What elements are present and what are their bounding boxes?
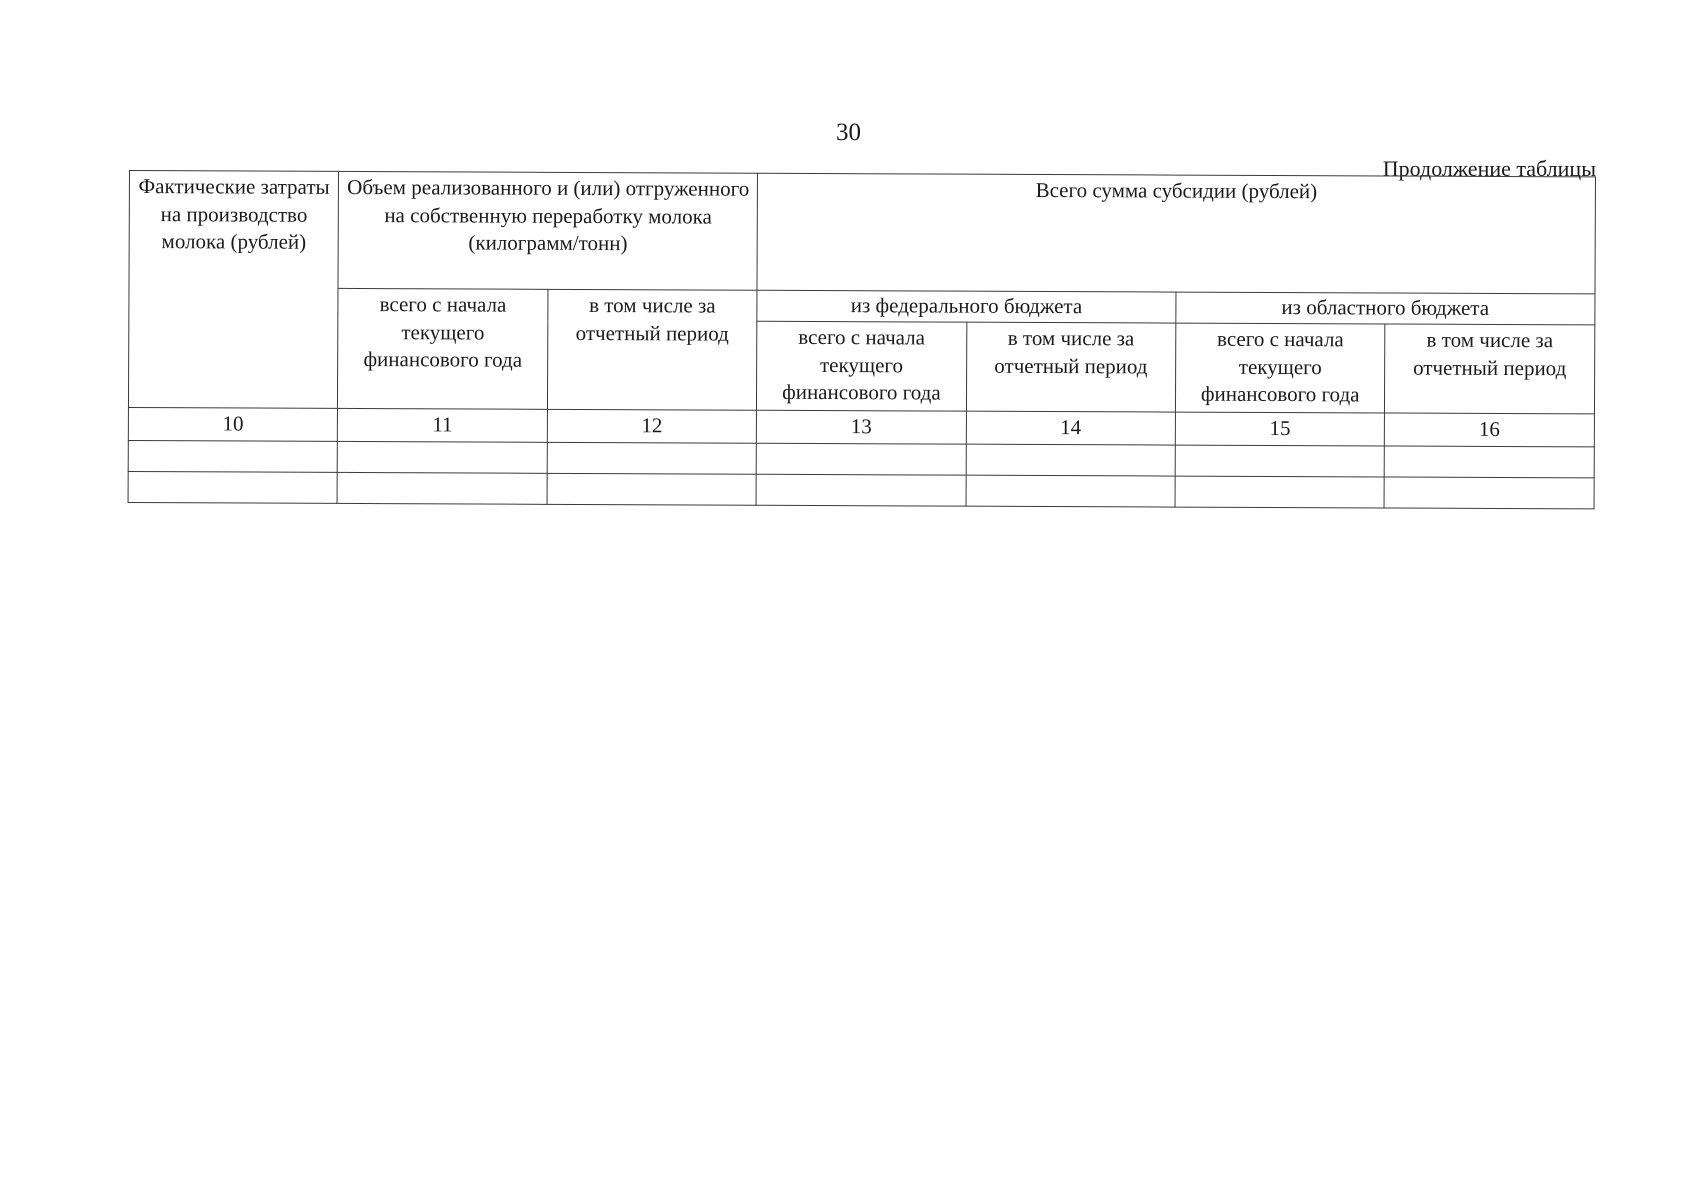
table-cell xyxy=(1175,445,1385,477)
table-cell xyxy=(128,471,338,503)
table-cell xyxy=(1175,476,1385,508)
header-volume-ytd: всего с начала текущего финансового года xyxy=(338,288,548,409)
page-number: 30 xyxy=(836,119,861,146)
table-cell xyxy=(1385,446,1595,478)
header-federal-ytd: всего с начала текущего финансового года xyxy=(757,321,967,411)
table-cell xyxy=(756,443,966,475)
table-cell xyxy=(966,475,1176,507)
header-federal-period: в том числе за отчетный период xyxy=(966,322,1176,412)
subsidy-table xyxy=(128,170,1596,509)
column-number: 13 xyxy=(757,410,967,444)
continuation-label: Продолжение таблицы xyxy=(1382,156,1596,181)
table-cell xyxy=(547,473,757,505)
table-row xyxy=(128,471,1594,508)
table-cell xyxy=(756,474,966,506)
header-total-subsidy: Всего сумма субсидии (рублей) xyxy=(757,173,1595,294)
table-cell xyxy=(337,472,547,504)
column-number: 14 xyxy=(966,411,1176,445)
column-number: 16 xyxy=(1385,413,1595,447)
header-actual-costs: Фактические затраты на производство молока (рублей) xyxy=(128,171,338,409)
header-volume: Объем реализованного и (или) отгруженного на собственную переработку молока (килограмм/тонн) xyxy=(338,171,757,290)
header-regional-period: в том числе за отчетный период xyxy=(1385,324,1595,414)
column-number: 10 xyxy=(128,407,338,441)
table-cell xyxy=(1384,477,1594,509)
table-cell xyxy=(338,441,548,473)
table-cell xyxy=(547,442,757,474)
table-cell xyxy=(128,440,338,472)
table-cell xyxy=(966,444,1176,476)
header-volume-period: в том числе за отчетный период xyxy=(547,289,757,410)
header-federal-budget: из федерального бюджета xyxy=(757,290,1176,323)
column-number: 15 xyxy=(1175,412,1385,446)
column-number: 12 xyxy=(547,409,757,443)
header-regional-budget: из областного бюджета xyxy=(1176,292,1595,325)
column-number: 11 xyxy=(338,408,548,442)
header-regional-ytd: всего с начала текущего финансового года xyxy=(1175,323,1385,413)
